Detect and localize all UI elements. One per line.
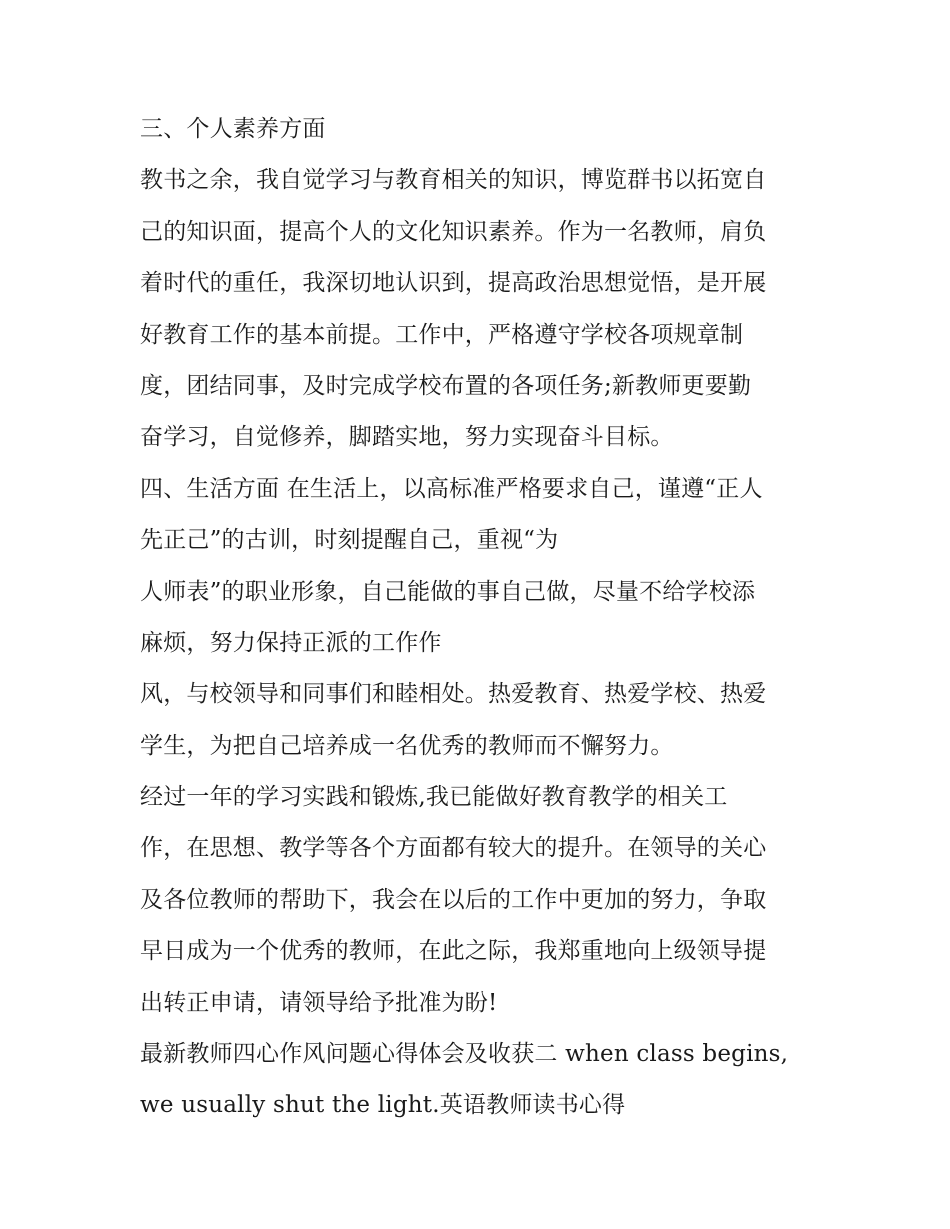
text-line: 奋学习，自觉修养，脚踏实地，努力实现奋斗目标。 [140, 424, 674, 451]
text-line: 出转正申请，请领导给予批准为盼! [140, 989, 498, 1016]
document-body [140, 104, 830, 1132]
text-line: 早日成为一个优秀的教师，在此之际，我郑重地向上级领导提 [140, 938, 767, 965]
section-heading-life: 四、生活方面 在生活上，以高标准严格要求自己，谨遵“正人 [140, 475, 763, 502]
text-line: 麻烦，努力保持正派的工作作 [140, 629, 442, 656]
text-line: 及各位教师的帮助下，我会在以后的工作中更加的努力，争取 [140, 886, 767, 913]
text-line: we usually shut the light.英语教师读书心得 [140, 1092, 626, 1119]
text-line: 先正己”的古训，时刻提醒自己，重视“为 [140, 527, 559, 554]
text-line: 学生，为把自己培养成一名优秀的教师而不懈努力。 [140, 732, 674, 759]
text-line: 人师表”的职业形象，自己能做的事自己做，尽量不给学校添 [140, 578, 756, 605]
text-line: 己的知识面，提高个人的文化知识素养。作为一名教师，肩负 [140, 218, 767, 245]
text-line: 着时代的重任，我深切地认识到，提高政治思想觉悟，是开展 [140, 270, 767, 297]
text-line: 教书之余，我自觉学习与教育相关的知识，博览群书以拓宽自 [140, 167, 767, 194]
text-line: 风，与校领导和同事们和睦相处。热爱教育、热爱学校、热爱 [140, 681, 767, 708]
text-line: 作，在思想、教学等各个方面都有较大的提升。在领导的关心 [140, 835, 767, 862]
text-line: 度，团结同事，及时完成学校布置的各项任务;新教师更要勤 [140, 372, 752, 399]
section-heading-personal-quality: 三、个人素养方面 [140, 116, 326, 142]
section-heading-second-article: 最新教师四心作风问题心得体会及收获二 when class begins, [140, 1041, 789, 1068]
text-line: 好教育工作的基本前提。工作中，严格遵守学校各项规章制 [140, 321, 744, 348]
text-line: 经过一年的学习实践和锻炼,我已能做好教育教学的相关工 [140, 784, 728, 811]
